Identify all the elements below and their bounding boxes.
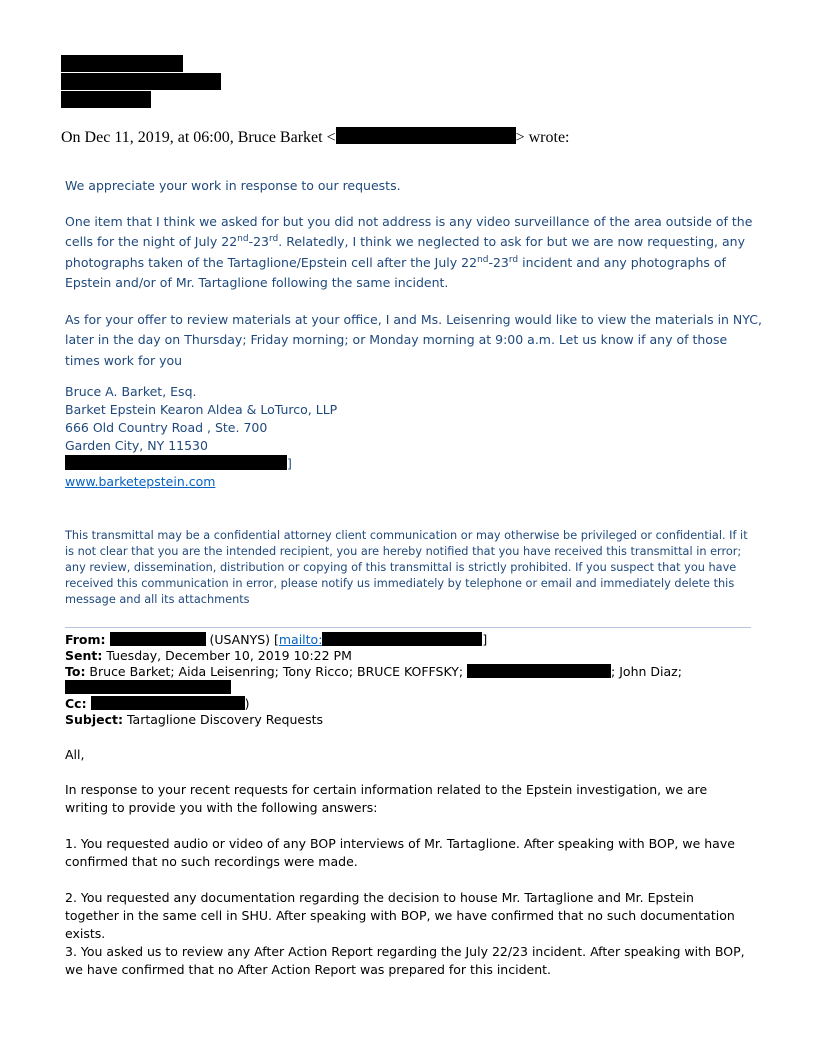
cc-close: )	[244, 696, 250, 711]
redaction-block-top-3	[61, 91, 151, 108]
redacted-cc	[91, 696, 245, 710]
header-to-row	[65, 664, 682, 680]
mailto-link[interactable]	[279, 632, 483, 647]
redacted-recipient-line	[65, 680, 231, 694]
sent-value: Tuesday, December 10, 2019 10:22 PM	[102, 648, 352, 663]
sent-label: Sent:	[65, 648, 103, 663]
reply-p2-text-e: incident and any photographs of Epstein and/or of Mr. Tartaglione following the same incident.	[65, 254, 726, 290]
to-label: To:	[65, 664, 86, 679]
reply-p2-sup2: rd	[269, 234, 279, 245]
to-value-end: ; John Diaz;	[611, 664, 682, 679]
reply-p2-text-b: -23	[248, 234, 269, 250]
cc-label: Cc:	[65, 696, 87, 711]
email-item-3: 3. You asked us to review any After Action Report regarding the July 22/23 incident. After speaking with BOP, we have confirmed that no After Action Report was prepared for this incident.	[65, 944, 745, 977]
reply-paragraph-2	[65, 212, 765, 293]
confidentiality-disclaimer: This transmittal may be a confidential attorney client communication or may otherwise be privileged or confidential. If it is not clear that you are the intended recipient, you are hereby notified that you have received this transmittal in error; any review, dissemination, distribution or copying of this transmittal is strictly prohibited. If you suspect that you have received this communication in error, please notify us immediately by telephone or email and immediately delete this message and all its attachments	[65, 529, 748, 606]
signature-block	[65, 383, 337, 491]
reply-p2-text-a: One item that I think we asked for but you did not address is any video surveillance of the area outside of the cells for the night of July 22	[65, 214, 753, 250]
signature-firm: Barket Epstein Kearon Aldea & LoTurco, LLP	[65, 402, 338, 417]
mailto-text: mailto:	[278, 632, 323, 647]
to-value: Bruce Barket; Aida Leisenring; Tony Ricco; BRUCE KOFFSKY;	[85, 664, 468, 679]
subject-label: Subject:	[65, 712, 123, 727]
header-subject-row	[65, 712, 323, 728]
email-divider	[65, 627, 751, 628]
signature-redacted-contact	[65, 455, 337, 473]
from-close: ]	[482, 632, 488, 647]
redacted-email-address	[336, 127, 516, 144]
header-cc-row	[65, 696, 249, 712]
from-org: (USANYS) [	[205, 632, 279, 647]
email-item-1: 1. You requested audio or video of any BOP interviews of Mr. Tartaglione. After speaking with BOP, we have confirmed that no such recordings were made.	[65, 836, 735, 869]
redacted-sender-name	[110, 632, 206, 646]
reply-paragraph-3	[65, 310, 765, 371]
reply-p3-text: As for your offer to review materials at your office, I and Ms. Leisenring would like to view the materials in NYC, later in the day on Thursday; Friday morning; or Monday morning at 9:00 a.m. Let us know if any of those times work for you	[65, 312, 762, 368]
reply-p2-text-d: -23	[488, 254, 509, 270]
redacted-sender-email	[322, 632, 482, 646]
subject-value: Tartaglione Discovery Requests	[123, 712, 324, 727]
reply-paragraph-1	[65, 176, 765, 196]
attribution-suffix: > wrote:	[515, 129, 570, 146]
signature-address-2: Garden City, NY 11530	[65, 438, 208, 453]
reply-p2-sup4: rd	[508, 254, 519, 265]
reply-p2-text-c: . Relatedly, I think we neglected to ask for but we are now requesting, any photographs taken of the Tartaglione/Epstein cell after the July 22	[65, 234, 745, 270]
reply-attribution-line	[61, 127, 570, 147]
header-from-row	[65, 632, 487, 648]
from-label: From:	[65, 632, 106, 647]
email-intro: In response to your recent requests for certain information related to the Epstein investigation, we are writing to provide you with the following answers:	[65, 782, 708, 815]
signature-address-1: 666 Old Country Road , Ste. 700	[65, 420, 268, 435]
reply-p2-sup1: nd	[237, 234, 249, 245]
redaction-block-top-2	[61, 73, 221, 90]
reply-p1-text: We appreciate your work in response to our requests.	[65, 178, 401, 193]
redaction-block-top-1	[61, 55, 183, 72]
header-sent-row	[65, 648, 352, 664]
signature-name: Bruce A. Barket, Esq.	[65, 384, 197, 399]
reply-p2-sup3: nd	[477, 254, 489, 265]
website-link[interactable]: www.barketepstein.com	[65, 474, 216, 489]
email-greeting: All,	[65, 747, 85, 762]
redacted-recipient	[467, 664, 611, 678]
redacted-contact-close: ]	[287, 456, 292, 471]
attribution-prefix: On Dec 11, 2019, at 06:00, Bruce Barket <	[61, 129, 336, 146]
email-item-2: 2. You requested any documentation regarding the decision to house Mr. Tartaglione and Mr. Epstein together in the same cell in SHU. After speaking with BOP, we have confirmed that no such documentation exists.	[65, 890, 735, 941]
redacted-contact-block	[65, 455, 287, 470]
